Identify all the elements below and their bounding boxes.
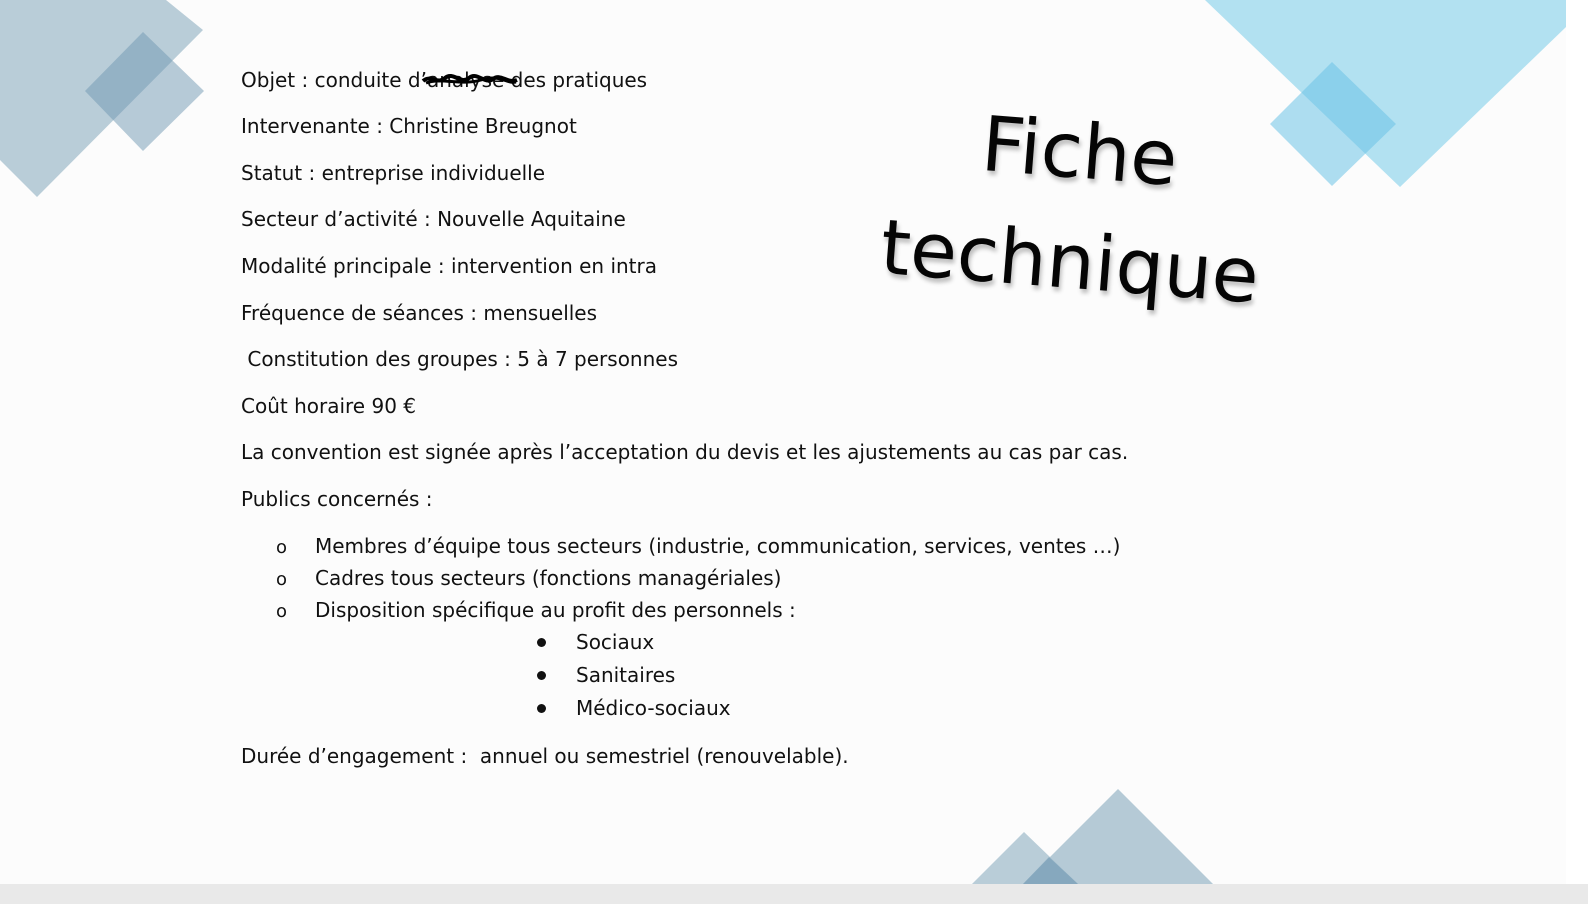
publics-heading: Publics concernés :	[241, 487, 433, 511]
publics-item: Disposition spécifique au profit des personnels :	[315, 598, 796, 622]
circle-bullet-icon: o	[276, 569, 288, 590]
objet-line: Objet : conduite d’analyse des pratiques	[241, 68, 648, 92]
dot-bullet-icon	[537, 638, 546, 647]
dot-bullet-icon	[537, 704, 546, 713]
publics-item: Cadres tous secteurs (fonctions managériales)	[315, 566, 782, 590]
publics-item: Membres d’équipe tous secteurs (industrie, communication, services, ventes …)	[315, 534, 1121, 558]
frequence-line: Fréquence de séances : mensuelles	[241, 301, 598, 325]
dot-bullet-icon	[537, 671, 546, 680]
personnels-item: Sanitaires	[576, 663, 676, 687]
circle-bullet-icon: o	[276, 601, 288, 622]
circle-bullet-icon: o	[276, 537, 288, 558]
convention-line: La convention est signée après l’acceptation du devis et les ajustements au cas par cas.	[241, 440, 1129, 464]
personnels-item: Médico-sociaux	[576, 696, 731, 720]
personnels-item: Sociaux	[576, 630, 655, 654]
title-line-fiche: Fiche	[978, 99, 1181, 204]
statut-line: Statut : entreprise individuelle	[241, 161, 546, 185]
cout-line: Coût horaire 90 €	[241, 394, 416, 418]
duree-line: Durée d’engagement : annuel ou semestriel (renouvelable).	[241, 744, 849, 768]
title-line-technique: technique	[877, 202, 1263, 321]
slide-edge	[1566, 0, 1588, 884]
modalite-line: Modalité principale : intervention en intra	[241, 254, 658, 278]
intervenante-line: Intervenante : Christine Breugnot	[241, 114, 577, 138]
constitution-line: Constitution des groupes : 5 à 7 personnes	[241, 347, 679, 371]
top-right-large-triangle	[1205, 0, 1566, 187]
handwritten-scribble	[421, 71, 519, 89]
secteur-line: Secteur d’activité : Nouvelle Aquitaine	[241, 207, 626, 231]
